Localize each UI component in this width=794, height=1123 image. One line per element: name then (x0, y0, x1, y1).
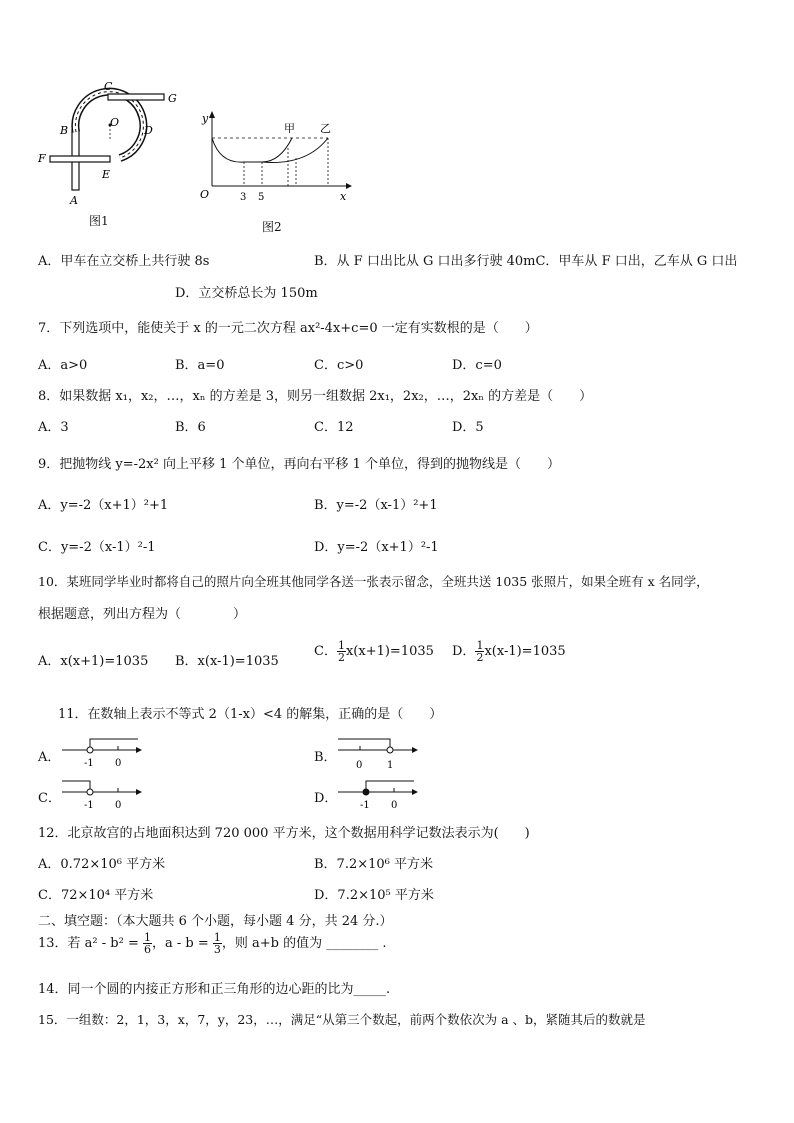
figure-2-caption: 图2 (262, 220, 282, 234)
q8-option-d: D．5 (452, 420, 484, 435)
q6-option-a: A．甲车在立交桥上共行驶 8s (38, 254, 210, 269)
q12-option-a: A．0.72×10⁶ 平方米 (38, 857, 166, 872)
fig1-label-B: B (60, 124, 69, 137)
q10-option-a: A．x(x+1)=1035 (38, 654, 149, 669)
fig2-label-jia: 甲 (284, 122, 295, 135)
q15: 15．一组数：2，1，3，x，7，y，23，…，满足“从第三个数起，前两个数依次为 a 、b，紧随其后的数就是 (38, 1012, 646, 1027)
q13-fraction-1 (143, 932, 152, 955)
q7-option-a: A．a>0 (38, 358, 88, 373)
q8-stem: 8．如果数据 x₁，x₂，…，xₙ 的方差是 3，则另一组数据 2x₁，2x₂，…，2xₙ 的方差是（ ） (38, 389, 593, 404)
q9-stem: 9．把抛物线 y=-2x² 向上平移 1 个单位，再向右平移 1 个单位，得到的抛物线是（ ） (38, 457, 561, 472)
q10-stem-line2: 根据题意，列出方程为（ ） (38, 607, 247, 622)
q10-option-c-fraction (337, 640, 346, 663)
q11-option-a-label: A． (38, 750, 61, 765)
q10-option-c (314, 640, 434, 663)
q12-option-d: D．7.2×10⁵ 平方米 (314, 888, 434, 903)
fig1-label-O: O (110, 116, 120, 129)
fig2-origin: O (200, 188, 210, 201)
q13 (38, 932, 387, 955)
q7-stem: 7．下列选项中，能使关于 x 的一元二次方程 ax²-4x+c=0 一定有实数根的是（ ） (38, 321, 538, 336)
q9-option-d: D．y=-2（x+1）²-1 (314, 540, 439, 555)
q11-option-a-numberline (60, 734, 144, 770)
q7-option-b: B．a=0 (175, 358, 225, 373)
q12-option-c: C．72×10⁴ 平方米 (38, 888, 154, 903)
fig2-label-yi: 乙 (320, 122, 331, 135)
q10-option-b: B．x(x-1)=1035 (175, 654, 279, 669)
q13-suffix: ，则 a+b 的值为 ________ . (221, 936, 387, 951)
q13-mid: ，a - b = (151, 936, 213, 951)
q11-option-c-label: C． (38, 791, 61, 806)
figure-1-caption: 图1 (89, 214, 109, 228)
fig1-label-F: F (38, 152, 46, 165)
q11-b-tick-0: 0 (356, 760, 363, 771)
q13-f2-den: 3 (213, 943, 221, 956)
q13-f1-num: 1 (143, 931, 151, 944)
q10-option-d (452, 640, 566, 663)
q9-option-c: C．y=-2（x-1）²-1 (38, 540, 156, 555)
q8-option-b: B．6 (175, 420, 206, 435)
q10-c-frac-den: 2 (337, 651, 345, 664)
q11-d-tick-m1: -1 (360, 800, 370, 811)
q13-f2-num: 1 (213, 931, 221, 944)
q11-c-tick-0: 0 (115, 800, 122, 811)
q13-prefix: 13．若 a² - b² = (38, 936, 143, 951)
fig1-label-G: G (168, 92, 177, 105)
q10-option-c-prefix: C． (314, 644, 337, 659)
fig1-label-A: A (70, 194, 78, 207)
fig2-tick-3: 3 (240, 192, 247, 203)
q8-option-a: A．3 (38, 420, 69, 435)
q10-option-d-suffix: x(x-1)=1035 (484, 644, 566, 659)
q11-a-tick-0: 0 (115, 758, 122, 769)
q14: 14．同一个圆的内接正方形和正三角形的边心距的比为_____. (38, 982, 391, 997)
q12-option-b: B．7.2×10⁶ 平方米 (314, 857, 434, 872)
q11-option-b-numberline (336, 734, 420, 772)
q13-f1-den: 6 (143, 943, 151, 956)
q13-fraction-2 (213, 932, 222, 955)
q11-b-tick-1: 1 (387, 760, 394, 771)
q8-option-c: C．12 (314, 420, 354, 435)
section-2-heading: 二、填空题：（本大题共 6 个小题，每小题 4 分，共 24 分.） (38, 914, 393, 929)
fig1-label-C: C (104, 80, 113, 93)
q6-option-b: B．从 F 口出比从 G 口出多行驶 40mC．甲车从 F 口出，乙车从 G 口出 (314, 254, 738, 269)
fig2-axis-x: x (340, 190, 347, 203)
q6-option-d: D．立交桥总长为 150m (175, 286, 318, 301)
q10-d-frac-den: 2 (476, 651, 484, 664)
q9-option-b: B．y=-2（x-1）²+1 (314, 498, 438, 513)
q11-option-c-numberline (60, 776, 144, 812)
q11-c-tick-m1: -1 (84, 800, 94, 811)
q9-option-a: A．y=-2（x+1）²+1 (38, 498, 169, 513)
q10-c-frac-num: 1 (337, 639, 345, 652)
q12-stem: 12．北京故宫的占地面积达到 720 000 平方米，这个数据用科学记数法表示为( ) (38, 826, 530, 841)
q11-stem: 11．在数轴上表示不等式 2（1-x）<4 的解集，正确的是（ ） (58, 707, 443, 722)
q7-option-d: D．c=0 (452, 358, 502, 373)
q11-option-d-numberline (336, 776, 420, 812)
q11-option-b-label: B． (314, 750, 337, 765)
fig2-tick-5: 5 (258, 192, 265, 203)
figure-2-graph (196, 108, 356, 208)
fig1-label-D: D (144, 124, 153, 137)
q11-d-tick-0: 0 (391, 800, 398, 811)
q10-option-d-prefix: D． (452, 644, 476, 659)
fig2-axis-y: y (202, 112, 209, 125)
q10-d-frac-num: 1 (476, 639, 484, 652)
q11-a-tick-m1: -1 (84, 758, 94, 769)
figure-1-overpass (36, 80, 196, 210)
q11-option-d-label: D． (314, 791, 338, 806)
q10-option-c-suffix: x(x+1)=1035 (345, 644, 434, 659)
q7-option-c: C．c>0 (314, 358, 364, 373)
fig1-label-E: E (102, 168, 111, 181)
q10-stem-line1: 10．某班同学毕业时都将自己的照片向全班其他同学各送一张表示留念，全班共送 1035 张照片，如果全班有 x 名同学， (38, 574, 709, 589)
